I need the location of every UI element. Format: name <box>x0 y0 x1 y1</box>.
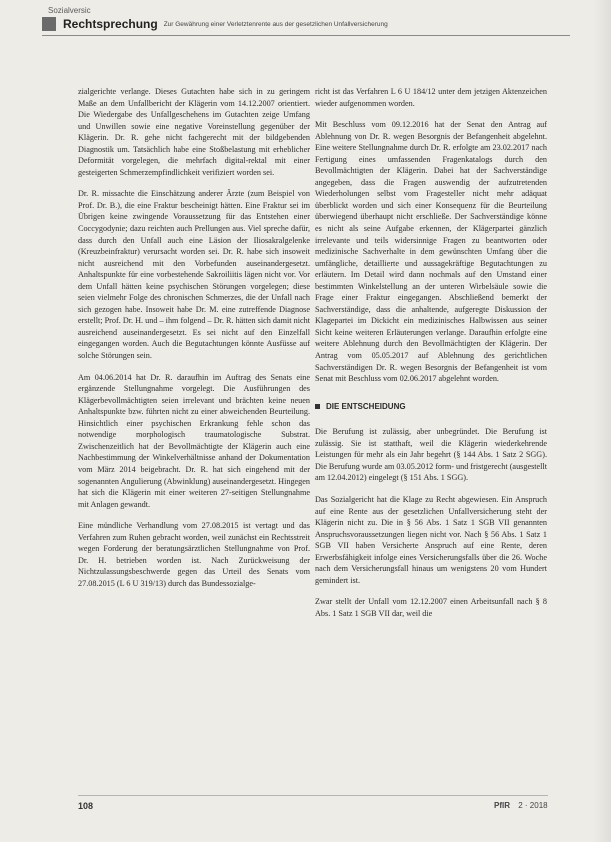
running-header <box>42 16 570 32</box>
section-heading-text: DIE ENTSCHEIDUNG <box>326 401 406 411</box>
paragraph: Eine mündliche Verhandlung vom 27.08.2015 ist vertagt und das Verfahren zum Ruhen gebracht worden, weil zunächst ein Rechtsstreit wegen Forderung der beratungsärztlichen Stellungnahme von Prof. Dr. H. betrieben worden ist. Nach Zurückweisung der Nichtzulassungsbeschwerde gegen das Urteil des Senats vom 27.08.2015 (L 6 U 319/13) durch das Bundessozialge- <box>78 521 310 588</box>
footer-divider <box>78 795 548 796</box>
journal-name: PflR <box>494 801 510 810</box>
paragraph: Zwar stellt der Unfall vom 12.12.2007 einen Arbeitsunfall nach § 8 Abs. 1 Satz 1 SGB VII dar, weil die <box>315 597 547 618</box>
paragraph: Am 04.06.2014 hat Dr. R. daraufhin im Auftrag des Senats eine ergänzende Stellungnahme vorgelegt. Die Ausführungen des Klägerbevollmächtigten seien irrelevant und brächten keine neuen Anhaltspunkte bzw. führten nicht zu einer abweichenden Beurteilung. Hinsichtlich einer psychischen Erkrankung fehle schon das notwendige morphologisch traumatologische Substrat. Zwischenzeitlich hat der Bevollmächtigte der Klägerin auch eine Nachbestimmung der Winkelverhältnisse anhand der Dokumentation vom März 2014 beigebracht. Dr. R. hat sich eingehend mit der sogenannten Angulierung (Abwinklung) auseinandergesetzt. Hingegen hat sich die Klägerin mit einer weiteren 27-seitigen Stellungnahme mit Anlagen gewandt. <box>78 372 310 509</box>
page-edge-shadow <box>593 0 611 842</box>
paragraph: zialgerichte verlange. Dieses Gutachten habe sich in zu geringem Maße an dem Unfallbericht der Klägerin vom 14.12.2007 orientiert. Die Wiedergabe des Unfallgeschehens im Gutachten zeige Umfang und Unwillen sowie eine negative Voreinstellung gegenüber der Klägerin. Dr. R. gehe nicht fachgerecht mit der bildgebenden Diagnostik um. Tatsächlich habe eine Stoßbelastung mit erheblicher Deformität vorgelegen, die mehrfach digital-rektal mit einer gesteigerten Schmerzempfindlichkeit verifiziert worden sei. <box>78 87 310 177</box>
paragraph: Das Sozialgericht hat die Klage zu Recht abgewiesen. Ein Anspruch auf eine Rente aus der gesetzlichen Unfallversicherung steht der Klägerin nicht zu. Die in § 56 Abs. 1 Satz 1 SGB VII genannten Anspruchsvoraussetzungen liegen nicht vor. Nach § 56 Abs. 1 Satz 1 SGB VII haben Versicherte Anspruch auf eine Rente, deren Erwerbsfähigkeit infolge eines Versicherungsfalls über die 26. Woche nach dem Versicherungsfall hinaus um wenigstens 20 vom Hundert gemindert ist. <box>315 494 547 585</box>
header-title: Rechtsprechung <box>63 17 158 31</box>
header-subtitle: Zur Gewährung einer Verletztenrente aus der gesetzlichen Unfallversicherung <box>163 20 388 28</box>
journal-footer <box>494 801 548 810</box>
header-divider <box>42 35 570 36</box>
section-label: Sozialversic <box>48 6 91 15</box>
paragraph: Mit Beschluss vom 09.12.2016 hat der Senat den Antrag auf Ablehnung von Dr. R. wegen Besorgnis der Befangenheit abgelehnt. Eine weitere Stellungnahme durch Dr. R. erfolgte am 23.02.2017 nach Fertigung eines umfassenden Fragenkatalogs durch den Bevollmächtigten der Klägerin. Dabei hat der Sachverständige angegeben, dass die Fragen auswendig der aufzutretenden Wiederholungen selbst vom Fragesteller nicht mehr adäquat überblickt worden und sich einer Konsequenz für die Beurteilung überwiegend überhaupt nicht erschließe. Der Sachverständige könne es nicht als seine Aufgabe erkennen, der Klägerpartei gänzlich irrelevante und teils widersinnige Fragen zu beantworten oder medizinische Sachverhalte in dem gewünschten Umfang über die umfängliche, detaillierte und aussagekräftige Begutachtungen zu erläutern. Im Detail wird dann nochmals auf den Umstand einer bestimmten Winkelstellung an der unteren Wirbelsäule sowie die Frage einer Fraktur eingegangen. Abschließend bemerkt der Sachverständige, dass die anhaltende, aufgeregte Diskussion der Klagepartei im Dickicht ein medizinisches Halbwissen aus seiner Sicht keine weiteren Erläuterungen verlange. Daraufhin erfolgte eine weitere Ablehnung durch den Bevollmächtigten der Klägerin. Der Antrag vom 05.05.2017 auf Ablehnung des gerichtlichen Sachverständigen Dr. R. wegen Besorgnis der Befangenheit ist vom Senat mit Beschluss vom 02.06.2017 abgelehnt worden. <box>315 120 547 384</box>
right-column <box>315 86 547 629</box>
paragraph: richt ist das Verfahren L 6 U 184/12 unter dem jetzigen Aktenzeichen wieder aufgenommen worden. <box>315 87 547 108</box>
paragraph: Die Berufung ist zulässig, aber unbegründet. Die Berufung ist zulässig. Sie ist statthaft, weil die Klägerin wiederkehrende Leistungen für mehr als ein Jahr begehrt (§ 144 Abs. 1 Satz 2 SGG). Die Berufung wurde am 03.05.2012 form- und fristgerecht (ausgestellt am 12.04.2012) eingelegt (§ 151 Abs. 1 SGG). <box>315 427 547 483</box>
section-heading <box>315 401 547 413</box>
journal-issue: 2 · 2018 <box>518 801 548 810</box>
left-column <box>78 86 310 599</box>
paragraph: Dr. R. missachte die Einschätzung anderer Ärzte (zum Beispiel von Prof. Dr. B.), die eine Fraktur bescheinigt hätten. Eine Fraktur sei im Übrigen keine zwingende Voraussetzung für das Entstehen einer Coccygodynie; dazu reichten auch Prellungen aus. Viel spreche dafür, dass durch den Unfall auch eine Läsion der Iliosakralgelenke (Kreuzbeinfraktur) verursacht worden sei. Dr. R. habe sich insoweit nicht ausreichend mit den Vorbefunden auseinandergesetzt. Anhaltspunkte für eine vorbestehende Sakroiliitis lägen nicht vor. Vor dem Unfall hätten keine psychischen Störungen vorgelegen; diese seien vielmehr Folge des chronischen Schmerzes, die der Unfall nach sich gezogen habe. Insoweit habe Dr. M. eine zutreffende Diagnose erstellt; Prof. Dr. H. und – ihm folgend – Dr. R. hätten sich damit nicht ausreichend auseinandergesetzt. Es sei nicht auf den Einzelfall eingegangen worden. Auch die Begutachtungen könnte Ausfüsse auf solche Störungen sein. <box>78 189 310 361</box>
header-square-icon <box>42 17 56 31</box>
page-number: 108 <box>78 801 94 811</box>
square-bullet-icon <box>315 404 320 409</box>
